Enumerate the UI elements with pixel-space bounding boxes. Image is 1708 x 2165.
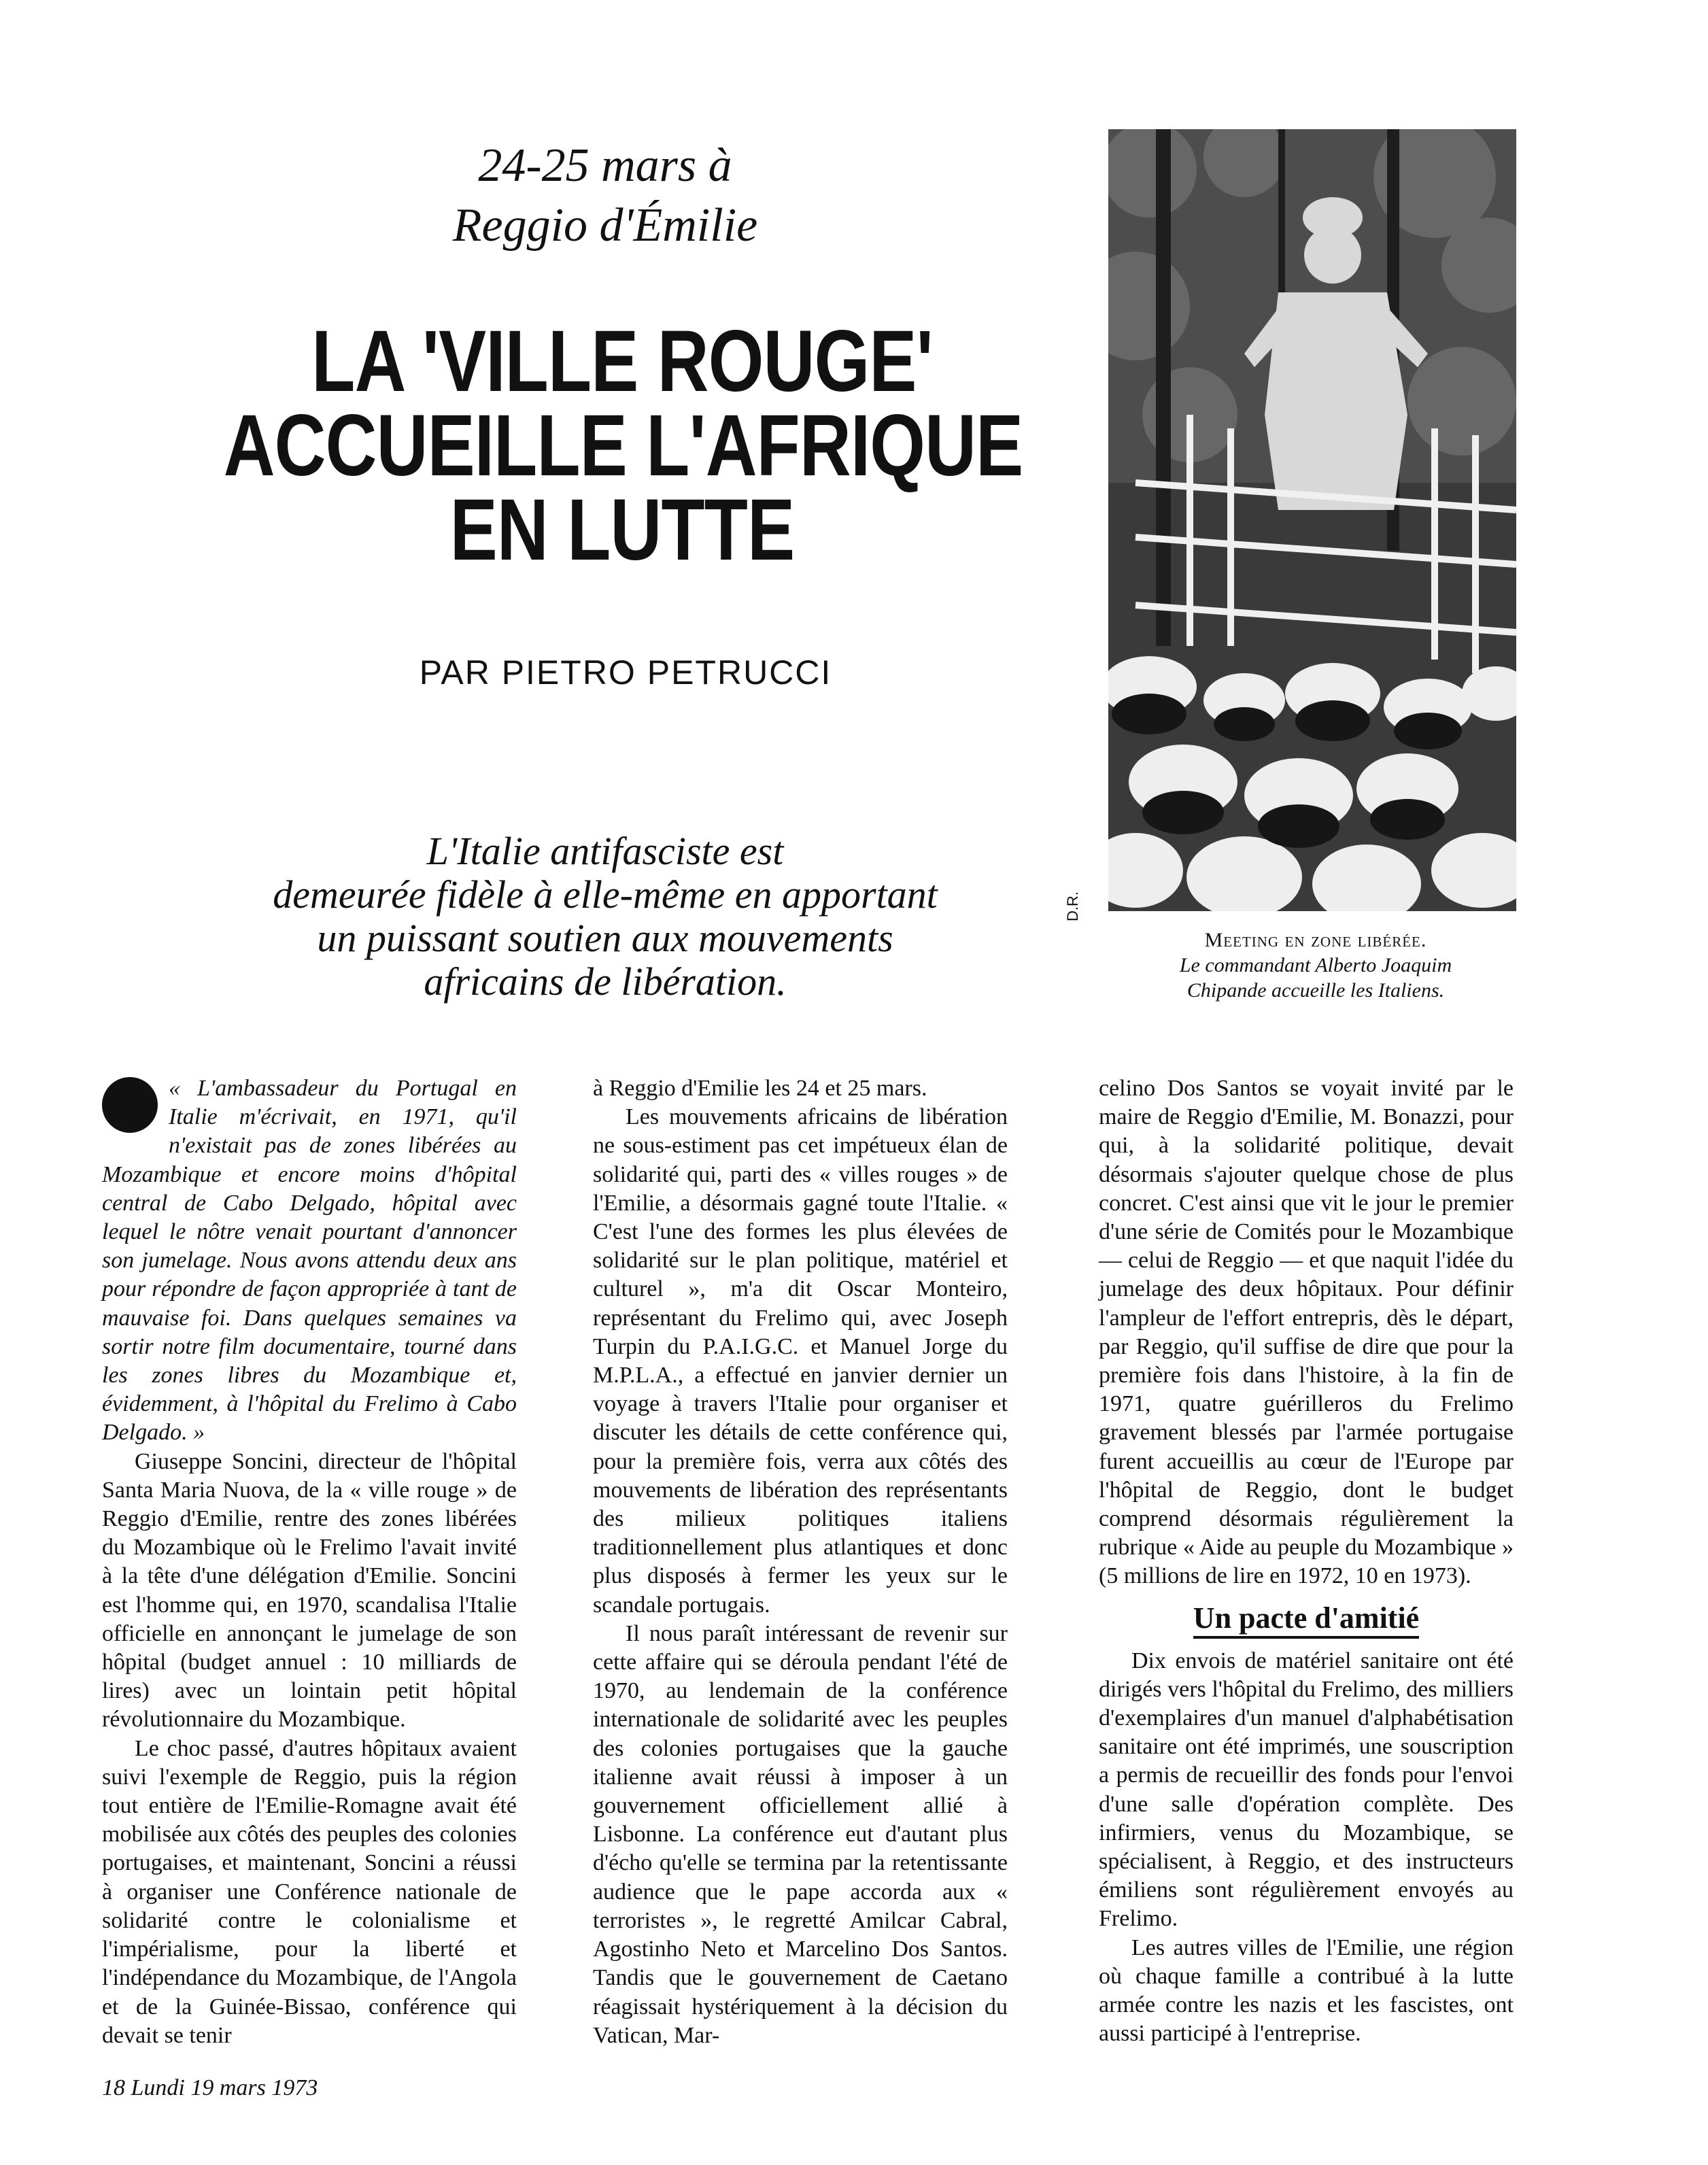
paragraph: Les autres villes de l'Emilie, une région où chaque famille a contribué à la lutte armée contre les nazis et les fascistes, ont aussi participé à l'entreprise. [1099, 1934, 1514, 2047]
standfirst-line: africains de libération. [424, 959, 787, 1004]
paragraph: Les mouvements africains de libération ne sous-estiment pas cet impétueux élan de solidarité qui, parti des « villes rouges » de l'Emilie, a désormais gagné toute l'Italie. « C'est l'une des formes les plus élevées de solidarité sur le plan politique, matériel et culturel », m'a dit Oscar Monteiro, représentant du Frelimo qui, avec Joseph Turpin du P.A.I.G.C. et Manuel Jorge du M.P.L.A., a effectué en janvier dernier un voyage à travers l'Italie pour organiser et discuter les détails de cette conférence qui, pour la première fois, verra aux côtés des mouvements de libération des représentants des milieux politiques italiens traditionnellement plus atlantiques et donc plus disposés à fermer les yeux sur le scandale portugais. [593, 1104, 1008, 1618]
standfirst-line: L'Italie antifasciste est [426, 829, 784, 873]
photo-caption [1108, 927, 1523, 1003]
headline-line: LA 'VILLE ROUGE' [311, 313, 933, 410]
paragraph: Il nous paraît intéressant de revenir sur cette affaire qui se déroula pendant l'été de 1970, au lendemain de la conférence internationale de solidarité avec les peuples des colonies portugaises que la gauche italienne avait réussi à imposer à un gouvernement officiellement allié à Lisbonne. La conférence eut d'autant plus d'écho qu'elle se termina par la retentissante audience que le pape accorda aux « terroristes », le regretté Amilcar Cabral, Agostinho Neto et Marcelino Dos Santos. Tandis que le gouvernement de Caetano réagissait hystériquement à la décision du Vatican, Mar- [593, 1620, 1008, 2048]
meeting-photo [1108, 129, 1516, 911]
lead-paragraph [102, 1074, 517, 1448]
page-folio: 18 Lundi 19 mars 1973 [102, 2075, 318, 2100]
article-column-3 [1099, 1074, 1514, 2049]
photo-illustration [1108, 129, 1516, 911]
paragraph: celino Dos Santos se voyait invité par le maire de Reggio d'Emilie, M. Bonazzi, pour qui, à la solidarité politique, devait désormais s'ajouter quelque chose de plus concret. C'est ainsi que vit le jour le premier d'une série de Comités pour le Mozambique — celui de Reggio — et que naquit l'idée du jumelage des deux hôpitaux. Pour définir l'ampleur de l'effort entrepris, dès le départ, par Reggio, qu'il suffise de dire que pour la première fois dans l'histoire, à la fin de 1971, quatre guérilleros du Frelimo gravement blessés par l'armée portugaise furent accueillis au cœur de l'Europe par l'hôpital de Reggio, dont le budget comprend désormais régulièrement la rubrique « Aide au peuple du Mozambique » (5 millions de lire en 1972, 10 en 1973). [1099, 1076, 1514, 1589]
kicker-line: 24-25 mars à [478, 139, 732, 192]
kicker-line: Reggio d'Émilie [452, 199, 758, 252]
caption-title: Meeting en zone libérée. [1204, 929, 1427, 951]
standfirst [184, 830, 1027, 1004]
headline [223, 313, 1023, 579]
paragraph: Dix envois de matériel sanitaire ont été dirigés vers l'hôpital du Frelimo, des milliers d'exemplaires d'un manuel d'alphabétisation sanitaire ont été imprimés, une souscription a permis de recueillir des fonds pour l'envoi d'une salle d'opération complète. Des infirmiers, venus du Mozambique, se spécialisent, à Reggio, et des instructeurs émiliens sont régulièrement envoyés au Frelimo. [1099, 1648, 1514, 1932]
subheading [1099, 1598, 1514, 1639]
article-column-1 [102, 1074, 517, 2050]
article-column-2 [593, 1074, 1008, 2050]
photo-credit: D.R. [1064, 891, 1081, 921]
paragraph: Le choc passé, d'autres hôpitaux avaient suivi l'exemple de Reggio, puis la région tout entière de l'Emilie-Romagne avait été mobilisée aux côtés des peuples des colonies portugaises, et maintenant, Soncini a réussi à organiser une Conférence nationale de solidarité contre le colonialisme et l'impérialisme, pour la liberté et l'indépendance du Mozambique, de l'Angola et de la Guinée-Bissao, conférence qui devait se tenir [102, 1735, 517, 2048]
bullet-icon [102, 1077, 158, 1133]
caption-line: Chipande accueille les Italiens. [1186, 979, 1445, 1002]
kicker [245, 136, 966, 256]
headline-line: EN LUTTE [449, 481, 795, 579]
paragraph: Giuseppe Soncini, directeur de l'hôpital Santa Maria Nuova, de la « ville rouge » de Reggio d'Emilie, rentre des zones libérées du Mozambique où le Frelimo l'avait invité à la tête d'une délégation d'Emilie. Soncini est l'homme qui, en 1970, scandalisa l'Italie officielle en annonçant le jumelage de son hôpital (budget annuel : 10 milliards de lires) avec un lointain petit hôpital révolutionnaire du Mozambique. [102, 1448, 517, 1733]
lead-text: « L'ambassadeur du Portugal en Italie m'écrivait, en 1971, qu'il n'existait pas de zones libérées au Mozambique et encore moins d'hôpital central de Cabo Delgado, hôpital avec lequel le nôtre venait pourtant d'annoncer son jumelage. Nous avons attendu deux ans pour répondre de façon appropriée à tant de mauvaise foi. Dans quelques semaines va sortir notre film documentaire, tourné dans les zones libres du Mozambique et, évidemment, à l'hôpital du Frelimo à Cabo Delgado. » [102, 1076, 517, 1446]
subheading-text: Un pacte d'amitié [1193, 1601, 1419, 1639]
paragraph: à Reggio d'Emilie les 24 et 25 mars. [593, 1076, 927, 1101]
standfirst-line: demeurée fidèle à elle-même en apportant [273, 872, 938, 917]
caption-line: Le commandant Alberto Joaquim [1179, 954, 1452, 976]
headline-line: ACCUEILLE L'AFRIQUE [223, 397, 1023, 494]
byline: PAR PIETRO PETRUCCI [419, 653, 832, 692]
standfirst-line: un puissant soutien aux mouvements [317, 916, 893, 960]
